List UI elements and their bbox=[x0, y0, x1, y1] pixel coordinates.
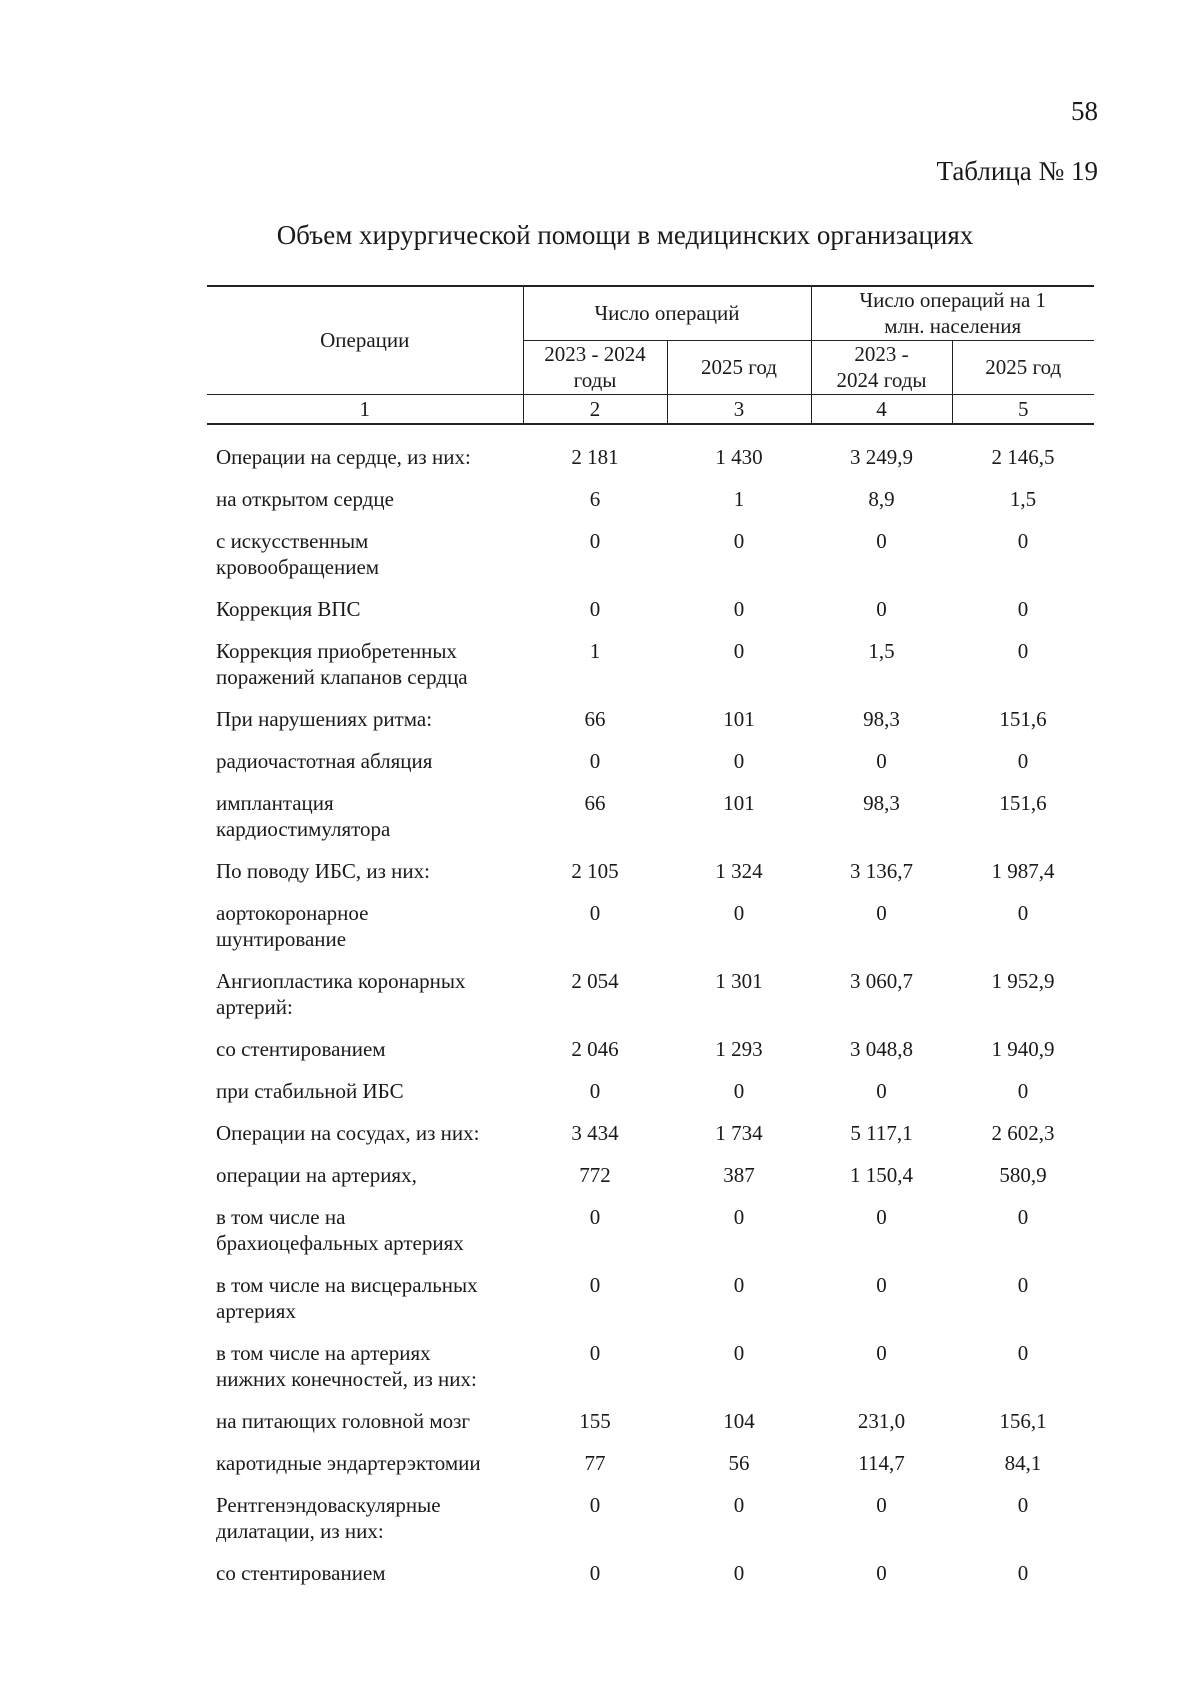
row-value: 1 bbox=[733, 487, 745, 511]
table-row bbox=[207, 1408, 1094, 1450]
row-value: 0 bbox=[589, 1341, 601, 1365]
col-num: 2 bbox=[523, 394, 667, 424]
row-value: 3 048,8 bbox=[850, 1037, 913, 1061]
row-value: 0 bbox=[1017, 1341, 1029, 1365]
row-name: в том числе на брахиоцефальных артериях bbox=[216, 1205, 464, 1255]
row-value: 2 105 bbox=[571, 859, 619, 883]
row-value: 0 bbox=[1017, 1273, 1029, 1297]
row-value: 2 181 bbox=[571, 445, 619, 469]
row-name: Ангиопластика коронарных артерий: bbox=[216, 969, 466, 1019]
table-row bbox=[207, 1078, 1094, 1120]
row-value: 101 bbox=[723, 707, 755, 731]
row-value: 1 987,4 bbox=[991, 859, 1055, 883]
row-value: 3 434 bbox=[571, 1121, 619, 1145]
row-value: 0 bbox=[733, 597, 745, 621]
row-value: 0 bbox=[876, 1205, 887, 1229]
row-name: Операции на сосудах, из них: bbox=[216, 1121, 480, 1145]
row-name: со стентированием bbox=[216, 1037, 386, 1061]
row-value: 0 bbox=[876, 1493, 887, 1517]
row-value: 1 940,9 bbox=[991, 1037, 1055, 1061]
row-value: 1 150,4 bbox=[850, 1163, 913, 1187]
table-row bbox=[207, 1036, 1094, 1078]
row-name: Коррекция ВПС bbox=[216, 597, 361, 621]
row-value: 1 430 bbox=[715, 445, 763, 469]
row-value: 0 bbox=[876, 749, 887, 773]
header-year-2025-per-million: 2025 год bbox=[952, 340, 1094, 394]
col-num: 4 bbox=[811, 394, 952, 424]
row-value: 0 bbox=[733, 749, 745, 773]
row-value: 0 bbox=[589, 901, 601, 925]
table-row bbox=[207, 1272, 1094, 1340]
row-value: 8,9 bbox=[868, 487, 895, 511]
row-value: 1 734 bbox=[715, 1121, 763, 1145]
row-value: 84,1 bbox=[1004, 1451, 1042, 1475]
row-value: 0 bbox=[1017, 1079, 1029, 1103]
row-value: 3 249,9 bbox=[850, 445, 913, 469]
row-value: 1,5 bbox=[1009, 487, 1037, 511]
row-value: 66 bbox=[584, 707, 606, 731]
row-value: 0 bbox=[1017, 1561, 1029, 1585]
row-value: 66 bbox=[584, 791, 606, 815]
row-value: 0 bbox=[733, 1493, 745, 1517]
row-name: на открытом сердце bbox=[216, 487, 394, 511]
row-value: 0 bbox=[589, 1273, 601, 1297]
row-value: 0 bbox=[1017, 1205, 1029, 1229]
row-name: на питающих головной мозг bbox=[216, 1409, 471, 1433]
row-value: 0 bbox=[589, 1561, 601, 1585]
row-value: 2 146,5 bbox=[991, 445, 1055, 469]
header-operations: Операции bbox=[207, 286, 523, 394]
row-value: 0 bbox=[876, 597, 887, 621]
row-name: операции на артериях, bbox=[216, 1163, 417, 1187]
row-value: 3 136,7 bbox=[850, 859, 913, 883]
table-row bbox=[207, 486, 1094, 528]
row-value: 0 bbox=[589, 529, 601, 553]
table-row bbox=[207, 1162, 1094, 1204]
row-value: 101 bbox=[723, 791, 755, 815]
table-row bbox=[207, 858, 1094, 900]
table-row bbox=[207, 968, 1094, 1036]
row-value: 0 bbox=[733, 1561, 745, 1585]
row-value: 0 bbox=[733, 1273, 745, 1297]
table-row bbox=[207, 1492, 1094, 1560]
row-value: 0 bbox=[589, 749, 601, 773]
row-value: 0 bbox=[589, 1079, 601, 1103]
row-value: 2 046 bbox=[571, 1037, 619, 1061]
row-value: 3 060,7 bbox=[850, 969, 913, 993]
row-value: 0 bbox=[876, 1561, 887, 1585]
row-value: 0 bbox=[589, 1205, 601, 1229]
row-value: 0 bbox=[589, 1493, 601, 1517]
row-value: 1,5 bbox=[868, 639, 895, 663]
header-period-2023-2024-per-million: 2023 - 2024 годы bbox=[811, 340, 952, 394]
row-name: При нарушениях ритма: bbox=[216, 707, 433, 731]
row-value: 1 301 bbox=[715, 969, 763, 993]
row-value: 98,3 bbox=[863, 791, 900, 815]
row-value: 0 bbox=[876, 1273, 887, 1297]
table-row bbox=[207, 638, 1094, 706]
row-value: 0 bbox=[876, 529, 887, 553]
table-row bbox=[207, 1340, 1094, 1408]
row-name: аортокоронарное шунтирование bbox=[216, 901, 369, 951]
row-value: 231,0 bbox=[857, 1409, 906, 1433]
row-value: 0 bbox=[1017, 639, 1029, 663]
row-value: 1 293 bbox=[715, 1037, 763, 1061]
row-name: в том числе на висцеральных артериях bbox=[216, 1273, 478, 1323]
row-name: Рентгенэндоваскулярные дилатации, из них: bbox=[216, 1493, 441, 1543]
table-row bbox=[207, 1120, 1094, 1162]
header-period-2023-2024: 2023 - 2024 годы bbox=[523, 340, 667, 394]
row-value: 0 bbox=[876, 1079, 887, 1103]
col-num: 3 bbox=[667, 394, 811, 424]
row-value: 580,9 bbox=[999, 1163, 1047, 1187]
row-value: 1 952,9 bbox=[991, 969, 1055, 993]
row-value: 151,6 bbox=[999, 791, 1047, 815]
row-name: Операции на сердце, из них: bbox=[216, 445, 471, 469]
row-value: 0 bbox=[733, 639, 745, 663]
table-row bbox=[207, 528, 1094, 596]
row-name: с искусственным кровообращением bbox=[216, 529, 380, 579]
row-value: 6 bbox=[589, 487, 601, 511]
row-value: 772 bbox=[579, 1163, 611, 1187]
row-value: 104 bbox=[723, 1409, 755, 1433]
table-row bbox=[207, 748, 1094, 790]
row-value: 0 bbox=[1017, 529, 1029, 553]
table-row bbox=[207, 1450, 1094, 1492]
row-value: 0 bbox=[733, 1341, 745, 1365]
row-value: 151,6 bbox=[999, 707, 1047, 731]
table-row bbox=[207, 1204, 1094, 1272]
table-row bbox=[207, 1560, 1094, 1602]
row-value: 114,7 bbox=[858, 1451, 905, 1475]
table-row bbox=[207, 790, 1094, 858]
row-value: 0 bbox=[733, 1205, 745, 1229]
table-row bbox=[207, 444, 1094, 486]
row-name: со стентированием bbox=[216, 1561, 386, 1585]
row-value: 1 324 bbox=[715, 859, 763, 883]
row-value: 0 bbox=[1017, 1493, 1029, 1517]
table-body bbox=[207, 444, 1094, 1602]
row-value: 155 bbox=[579, 1409, 611, 1433]
row-name: имплантация кардиостимулятора bbox=[216, 791, 391, 841]
row-value: 0 bbox=[733, 901, 745, 925]
row-value: 56 bbox=[728, 1451, 750, 1475]
row-value: 2 602,3 bbox=[991, 1121, 1055, 1145]
row-value: 156,1 bbox=[999, 1409, 1047, 1433]
row-name: По поводу ИБС, из них: bbox=[216, 859, 430, 883]
row-name: Коррекция приобретенных поражений клапанов сердца bbox=[216, 639, 468, 689]
row-value: 77 bbox=[584, 1451, 606, 1475]
row-value: 1 bbox=[589, 639, 601, 663]
table-row bbox=[207, 900, 1094, 968]
row-value: 0 bbox=[733, 1079, 745, 1103]
row-name: каротидные эндартерэктомии bbox=[216, 1451, 481, 1475]
table-header bbox=[207, 285, 1094, 425]
document-title: Объем хирургической помощи в медицинских организациях bbox=[276, 220, 974, 250]
row-value: 5 117,1 bbox=[850, 1121, 913, 1145]
row-value: 0 bbox=[1017, 749, 1029, 773]
row-value: 387 bbox=[723, 1163, 755, 1187]
col-num: 1 bbox=[207, 394, 523, 424]
row-value: 0 bbox=[733, 529, 745, 553]
row-name: при стабильной ИБС bbox=[216, 1079, 404, 1103]
page-number: 58 bbox=[1071, 96, 1098, 126]
row-value: 0 bbox=[876, 901, 887, 925]
row-name: радиочастотная абляция bbox=[216, 749, 433, 773]
header-count-per-million: Число операций на 1 млн. населения bbox=[811, 286, 1094, 340]
col-num: 5 bbox=[952, 394, 1094, 424]
row-value: 0 bbox=[1017, 901, 1029, 925]
row-value: 0 bbox=[876, 1341, 887, 1365]
row-value: 98,3 bbox=[863, 707, 900, 731]
table-label: Таблица № 19 bbox=[936, 156, 1098, 186]
row-value: 0 bbox=[1017, 597, 1029, 621]
table-row bbox=[207, 706, 1094, 748]
row-value: 2 054 bbox=[571, 969, 619, 993]
row-name: в том числе на артериях нижних конечностей, из них: bbox=[216, 1341, 477, 1391]
header-count-ops: Число операций bbox=[523, 286, 811, 340]
header-year-2025: 2025 год bbox=[667, 340, 811, 394]
table-row bbox=[207, 596, 1094, 638]
row-value: 0 bbox=[589, 597, 601, 621]
